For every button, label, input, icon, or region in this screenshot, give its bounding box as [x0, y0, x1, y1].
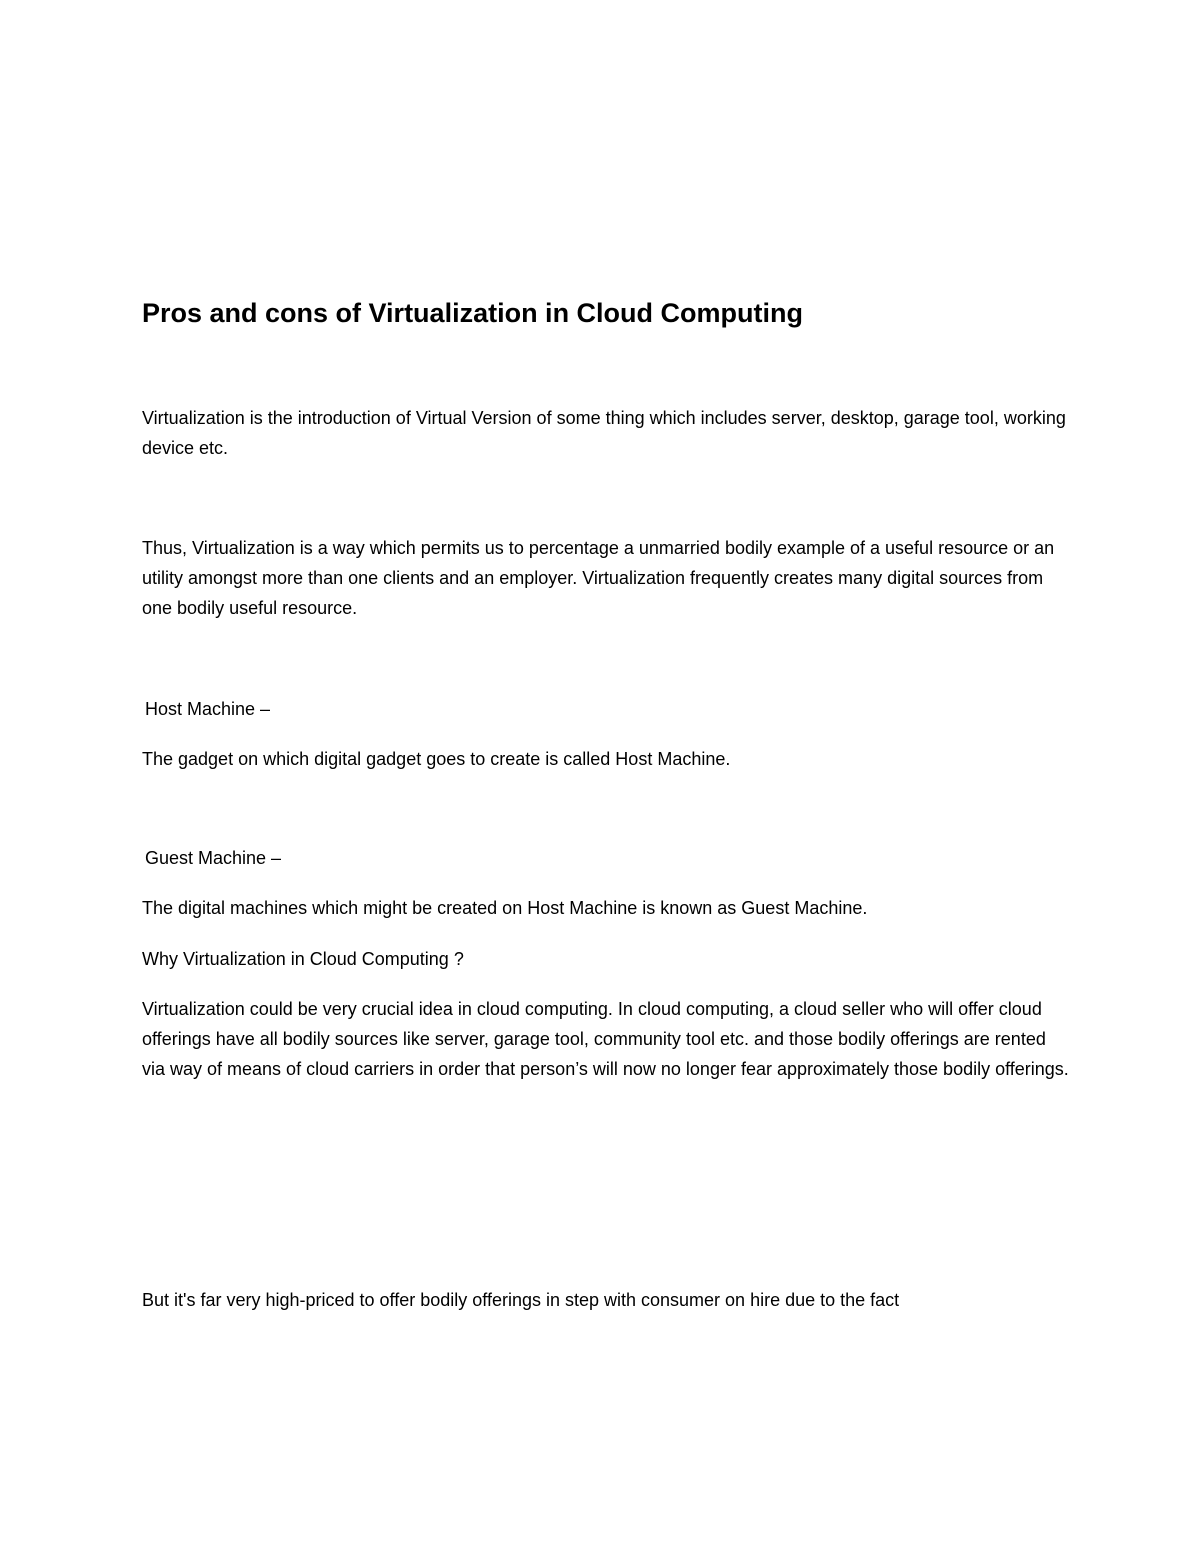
paragraph-virtualization-definition: Virtualization is the introduction of Virtual Version of some thing which includes server, desktop, garage tool, working device etc. — [142, 408, 1066, 458]
why-virtualization-heading: Why Virtualization in Cloud Computing ? — [142, 949, 464, 969]
host-machine-description: The gadget on which digital gadget goes to create is called Host Machine. — [142, 749, 731, 769]
paragraph-cloud-importance: Virtualization could be very crucial idea in cloud computing. In cloud computing, a cloud seller who will offer cloud offerings have all bodily sources like server, garage tool, community tool etc. and those bodily offerings are rented via way of means of cloud carriers in order that person’s will now no longer fear approximately those bodily offerings. — [142, 999, 1069, 1079]
document-title: Pros and cons of Virtualization in Cloud Computing — [142, 298, 803, 328]
guest-machine-description: The digital machines which might be created on Host Machine is known as Guest Machine. — [142, 898, 868, 918]
guest-machine-label: Guest Machine – — [145, 848, 282, 868]
paragraph-virtualization-sharing: Thus, Virtualization is a way which permits us to percentage a unmarried bodily example of a useful resource or an utility amongst more than one clients and an employer. Virtualization frequently creates many digital sources from one bodily useful resource. — [142, 538, 1055, 618]
host-machine-label: Host Machine – — [145, 699, 271, 719]
paragraph-cost: But it's far very high-priced to offer bodily offerings in step with consumer on hire due to the fact — [142, 1290, 900, 1310]
